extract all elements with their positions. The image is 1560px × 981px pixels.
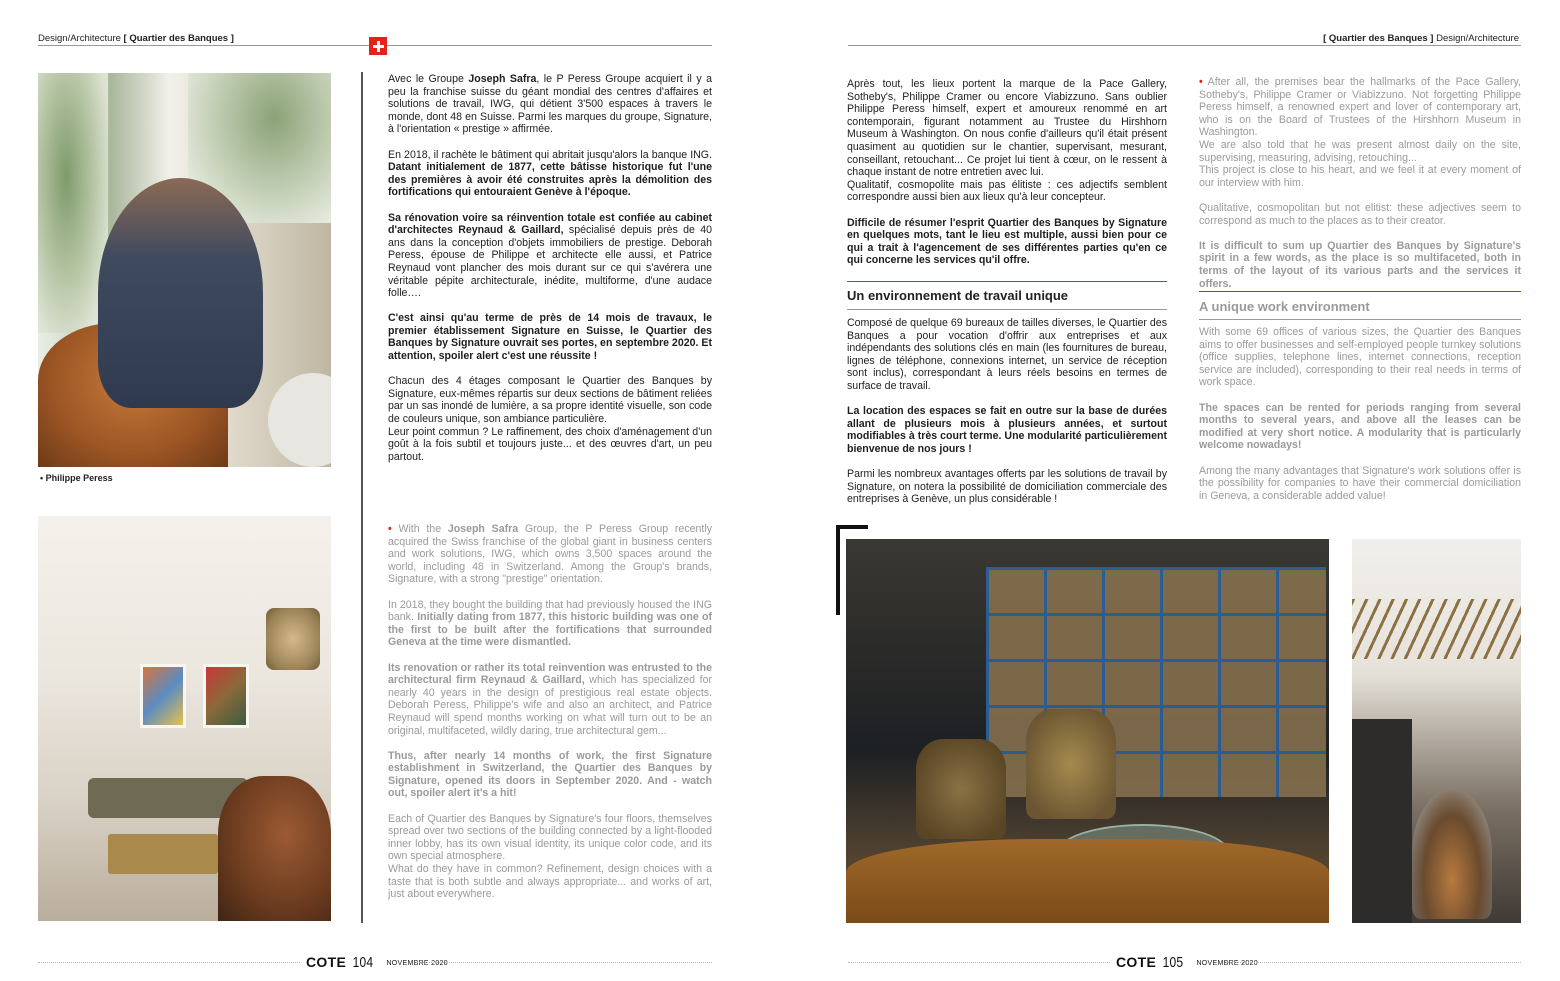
fr-paragraph-3: Sa rénovation voire sa réinvention totale est confiée au cabinet d'architectes Reynaud & Gaillard, spécialisé depuis près de 40 ans dans la conception d'objets immobiliers de prestige. Deborah Peress, épouse de Philippe et architecte elle aussi, et Patrice Reynaud vont plancher des mois durant sur ce qui s'avérera une véritable pépite architecturale, inédite, multiforme, d'une audace folle….: [388, 211, 712, 300]
header-left-title: [ Quartier des Banques ]: [123, 33, 234, 44]
fr-right-paragraph-3: Composé de quelque 69 bureaux de tailles diverses, le Quartier des Banques a pour vocation d'offrir aux entreprises et aux indépendants des solutions clés en main (les fournitures de bureau, lignes de téléphone, connexions internet, un service de réception sont inclus), correspondant à leurs réels besoins en termes de surface de travail.: [847, 317, 1167, 392]
header-right-rule: [848, 45, 1521, 46]
footer-left-dots-2: [416, 962, 712, 963]
header-right-section: Design/Architecture: [1436, 33, 1519, 44]
photo-bar-cloche: [1352, 539, 1521, 923]
footer-left-brand: COTE: [306, 954, 347, 970]
photo-philippe-peress: [38, 73, 331, 467]
fr-paragraph-4: C'est ainsi qu'au terme de près de 14 mois de travaux, le premier établissement Signature en Suisse, le Quartier des Banques by Signature ouvrait ses portes, en septembre 2020. Et attention, spoiler alert c'est une réussite !: [388, 312, 712, 363]
photo-lounge-interior: [38, 516, 331, 921]
en-right-paragraph-1c: This project is close to his heart, and we feel it at every moment of our interview with him.: [1199, 164, 1521, 189]
fr-right-paragraph-1: Après tout, les lieux portent la marque de la Pace Gallery, Sotheby's, Philippe Cramer ou encore Viabizzuno. Sans oublier Philippe Peress himself, expert et amoureux renommé en art contemporain, figurant notamment au Trustee du Hirshhorn Museum à Washington. On nous confie d'ailleurs qu'il était présent quasiment au quotidien sur le chantier, supervisant, mesurant, conseillant, retouchant... Ce projet lui tient à cœur, on le ressent à chaque instant de notre entretien avec lui.: [847, 78, 1167, 179]
en-section-rule-bottom: [1199, 319, 1521, 320]
fr-right-paragraph-5: Parmi les nombreux avantages offerts par les solutions de travail by Signature, on notera la possibilité de domiciliation commerciale des entreprises à Genève, un plus considérable !: [847, 468, 1167, 506]
footer-right-dots-1: [848, 962, 1110, 963]
fr-section-heading: Un environnement de travail unique: [847, 288, 1069, 303]
footer-right-dots-2: [1226, 962, 1521, 963]
en-right-paragraph-3: It is difficult to sum up Quartier des Banques by Signature's spirit in a few words, as the place is so multifaceted, both in terms of the layout of its various parts and the services it offers.: [1199, 239, 1521, 290]
en-paragraph-4: Thus, after nearly 14 months of work, the first Signature establishment in Switzerland, the Quartier des Banques by Signature, opened its doors in September 2020. And - watch out, spoiler alert it's a hit!: [388, 749, 712, 800]
footer-right-brand: COTE: [1116, 954, 1157, 970]
footer-left-date: NOVEMBRE 2020: [386, 959, 448, 967]
en-paragraph-1: • With the Joseph Safra Group, the P Peress Group recently acquired the Swiss franchise of the global giant in business centers and work solutions, IWG, which owns 3,500 spaces around the world, including 48 in Switzerland. Among the Group's brands, Signature, with a strong "prestige" orientation.: [388, 523, 712, 586]
fr-right-paragraph-4: La location des espaces se fait en outre sur la base de durées allant de plusieurs mois à plusieurs années, et surtout modifiables à très court terme. Une modularité particulièrement bienvenue de nos jours !: [847, 405, 1167, 455]
en-paragraph-3: Its renovation or rather its total reinvention was entrusted to the architectural firm Reynaud & Gaillard, which has specialized for nearly 40 years in the design of prestigious real estate objects. Deborah Peress, Philippe's wife and also an architect, and Patrice Reynaud will spend months working on what will turn out to be an original, multifaceted, wildly daring, true architectural gem...: [388, 661, 712, 737]
footer-right-date: NOVEMBRE 2020: [1196, 959, 1258, 967]
fr-paragraph-5b: Leur point commun ? Le raffinement, des choix d'aménagement d'un goût à la fois subtil et toujours juste... et des œuvres d'art, un peu partout.: [388, 425, 712, 463]
red-bullet-icon: •: [1199, 76, 1203, 88]
fr-paragraph-1: Avec le Groupe Joseph Safra, le P Peress Groupe acquiert il y a peu la franchise suisse du géant mondial des centres d'affaires et solutions de travail, IWG, qui détient 3'500 espaces à travers le monde, dont 48 en Suisse. Parmi les marques du groupe, Signature, à l'orientation « prestige » affirmée.: [388, 73, 712, 136]
article-fr-right: [847, 78, 1167, 273]
header-right-title: [ Quartier des Banques ]: [1323, 33, 1434, 44]
en-right-paragraph-2: Qualitative, cosmopolitan but not elitist: these adjectives seem to correspond as much to the places as to their creator.: [1199, 201, 1521, 227]
header-left: [38, 33, 234, 44]
article-en-right-2: [1199, 326, 1521, 515]
fr-right-paragraph-2: Difficile de résumer l'esprit Quartier des Banques by Signature en quelques mots, tant le lieu est multiple, aussi bien pour ce qui a trait à l'agencement de ses différentes parties qu'en ce qui concerne les services qu'il offre.: [847, 216, 1167, 267]
footer-left-page-number: 104: [352, 954, 374, 971]
en-paragraph-5b: What do they have in common? Refinement, design choices with a taste that is both subtle and always appropriate... and works of art, just about everywhere.: [388, 863, 712, 901]
en-right-paragraph-4: With some 69 offices of various sizes, the Quartier des Banques aims to offer businesses and self-employed people turnkey solutions (office supplies, telephone lines, internet connections, reception service are included), corresponding to their real needs in terms of work space.: [1199, 326, 1521, 389]
fr-section-rule-top: [847, 281, 1167, 282]
article-fr-left: [388, 73, 712, 476]
en-section-rule-top: [1199, 291, 1521, 292]
en-paragraph-5: Each of Quartier des Banques by Signature's four floors, themselves spread over two sections of the building connected by a light-flooded inner lobby, has its own visual identity, its unique color code, and its own special atmosphere.: [388, 812, 712, 863]
caption-bullet-icon: •: [40, 473, 46, 483]
article-en-left: [388, 523, 712, 913]
en-paragraph-2: In 2018, they bought the building that had previously housed the ING bank. Initially dating from 1877, this historic building was one of the first to be built after the fortifications that surrounded Geneva at the time were dismantled.: [388, 598, 712, 649]
red-bullet-icon: •: [388, 523, 392, 535]
en-section-heading: A unique work environment: [1199, 299, 1370, 314]
fr-section-rule-bottom: [847, 309, 1167, 310]
article-fr-right-2: [847, 317, 1167, 519]
footer-right-page-number: 105: [1162, 954, 1184, 971]
photo-caption: • Philippe Peress: [40, 473, 113, 483]
footer-left-dots-1: [38, 962, 300, 963]
en-right-paragraph-1b: We are also told that he was present almost daily on the site, supervising, measuring, advising, retouching...: [1199, 138, 1521, 164]
fr-paragraph-2: En 2018, il rachète le bâtiment qui abritait jusqu'alors la banque ING. Datant initialement de 1877, cette bâtisse historique fut l'une des premières à avoir été construites après la démolition des fortifications qui entouraient Genève à l'époque.: [388, 148, 712, 199]
fr-right-paragraph-1b: Qualitatif, cosmopolite mais pas élitiste : ces adjectifs semblent correspondre aussi bien aux lieux qu'à leur concepteur.: [847, 178, 1167, 204]
en-right-paragraph-5: The spaces can be rented for periods ranging from several months to several years, and above all the leases can be modified at very short notice. A modularity that is particularly welcome nowadays!: [1199, 401, 1521, 452]
article-en-right: [1199, 76, 1521, 296]
fr-paragraph-5: Chacun des 4 étages composant le Quartier des Banques by Signature, eux-mêmes répartis sur deux sections de bâtiment reliées par un sas inondé de lumière, a sa propre identité visuelle, son code de couleurs unique, son ambiance particulière.: [388, 375, 712, 426]
header-left-section: Design/Architecture: [38, 33, 121, 44]
header-right: [1323, 33, 1519, 44]
en-right-paragraph-6: Among the many advantages that Signature's work solutions offer is the possibility for companies to have their commercial domiciliation in Geneva, a considerable added value!: [1199, 464, 1521, 502]
en-right-paragraph-1: • After all, the premises bear the hallmarks of the Pace Gallery, Sotheby's, Philippe Cramer or Viabizzuno. Not forgetting Philippe Peress himself, a renowned expert and lover of contemporary art, who is on the Board of Trustees of the Hirshhorn Museum in Washington.: [1199, 76, 1521, 139]
swiss-flag-icon: [369, 37, 387, 55]
column-divider: [361, 72, 363, 923]
photo-library-lounge: [846, 539, 1329, 923]
